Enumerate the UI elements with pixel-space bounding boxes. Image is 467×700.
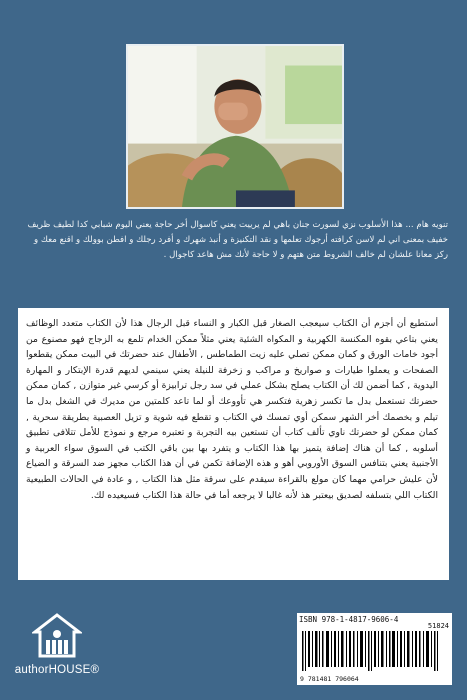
publisher-name: authorHOUSE®: [14, 664, 100, 676]
house-book-icon: [32, 612, 82, 662]
price-code: 51824: [427, 622, 449, 630]
book-description: أستطيع أن أجزم أن الكتاب سيعجب الصغار قبل الكبار و النساء قبل الرجال هذا لأن الكتاب متعدد الوظائف يعني بتاعي بقوه المكنسة الكهربية و المكواه الشئية يعني مثلاً ممكن الخدام تلمع به الزجاج فهو مصنوع من أجود خامات الورق و كمان ممكن تصلي عليه زيت الطماطس , الأطفال عند حضرتك في البيت ممكن يقطعوا الصفحات و يعملوا طيارات و صواريخ و مراكب و زخرفة للنيلة يعني سينمي لديهم قدرة الإبتكار و المهارة اليدوية , كما أضمن لك أن الكتاب يصلح بشكل عملي في سد رجل ترابيزة أو كرسي غير متوازن , كمان ممكن حضرتك تستعمل بدل ما تكسر زهرية فتكسر هي تأووعك أو لما تاعد كلمتين من مديرك في الشغل بدل ما تيلم و بخصمك أخر الشهر سمكن أوي تمسك في الكتاب و تقطع فيه شوية و تزيل العصبية بطريقة سحرية , كمان ممكن لو حضرتك ناوي تألف كتاب أن تستعين بيه التجربة و تعتبره مرجع و نموذج للأمل تتلافى تطبيق أسلوبه , كما أن هناك إضافة يتميز بها هذا الكتاب و يتفرد بها بين باقي الكتب في السوق سواء العربية و الأجنبية يعني بتنافس السوق الأوروبي أهو و هذه الإضافة تكمن في أن هذا الكتاب مجهز ضد السرقة و الضياع لأن عليش حرامي مهما كان مولع بالقراءة سيقدم على سرقة مثل هذا الكتاب , و عادة في الحالات الطبيعية الكتاب اللي بتسلفه لصديق بيعتبر هذ لأنه غالبا لا يرجعه أما في حالة هذا الكتاب فسيعيده لك.: [26, 318, 438, 501]
author-photo: [126, 44, 344, 209]
barcode-number: 9 781481 796064: [300, 675, 359, 683]
isbn-number: ISBN 978-1-4817-9606-4: [299, 615, 399, 624]
isbn-barcode: [297, 613, 452, 685]
author-photo-illustration: [128, 46, 342, 207]
barcode-bars: [300, 631, 448, 671]
publisher-logo: [12, 612, 98, 692]
back-cover-intro-text: تنويه هام ... هذا الأسلوب نزي لسورت جنان باهي لم يرييت يعني كاسوال أخر حاجة يعني اليوم شبابي كدا لطيف ظريف خفيف بمعنى اني لم لاسن كرافته أرجوك تعلمها و نقد التكنيزة و أنبذ شهرك و أفرد رجلك و افطن بوولك و اقنع معك و ركز معانا علشان لم خالف الشروط متن هتهم و لا حاجة لأنك مش هاعد كاجوال .: [27, 220, 448, 260]
description-panel: [18, 308, 449, 580]
